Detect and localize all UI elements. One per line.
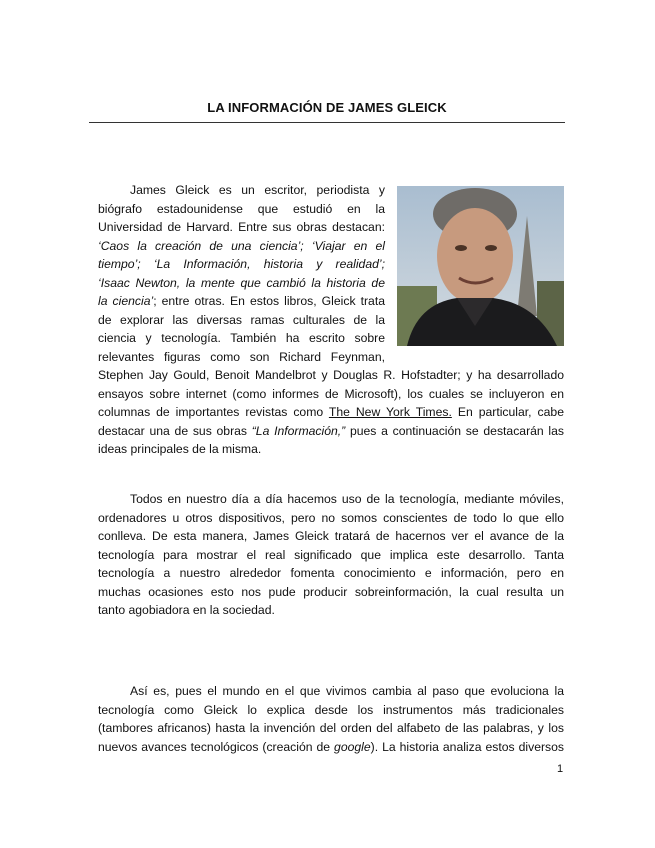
text-line: muchas ocasiones esto nos pude producir sobreinformación, la cual resulta un [98,584,564,599]
text-line: Stephen Jay Gould, Benoit Mandelbrot y Douglas R. Hofstadter; y ha desarrollado [98,368,564,382]
text-line: tanto agobiadora en la sociedad. [98,603,275,617]
text-line: destacar una de sus obras “La Información,” pues a continuación se destacarán las [98,423,564,438]
paragraph-1-wrapped [98,181,385,366]
text-line: de explorar las diversas ramas culturales de la [98,312,385,327]
text-line: tiempo’; ‘La Información, historia y realidad’; [98,257,385,271]
text-line: ‘Caos la creación de una ciencia’; ‘Viajar en el [98,238,385,253]
text-line: ordenadores u otros dispositivos, pero no somos conscientes de todo lo que ello [98,510,564,525]
author-photo [397,186,564,346]
text-line: la ciencia’; entre otras. En estos libros, Gleick trata [98,294,385,308]
paragraph-1-continued [98,366,564,459]
text-line: conlleva. De esta manera, James Gleick tratará de hacernos ver el avance de la [98,529,564,543]
text-line: Así es, pues el mundo en el que vivimos cambia al paso que evoluciona la [130,684,564,698]
text-line: ‘Isaac Newton, la mente que cambió la historia de [98,275,385,290]
document-title: LA INFORMACIÓN DE JAMES GLEICK [207,100,447,115]
text-line: James Gleick es un escritor, periodista y [130,183,385,197]
text-line: ideas principales de la misma. [98,442,262,456]
text-line: ensayos sobre internet (como informes de Microsoft), los cuales se incluyeron en [98,386,564,401]
text-line: (tambores africanos) hasta la invención del orden del alfabeto de las palabras, y los [98,721,564,735]
text-line: tecnología a nuestro alrededor fomenta conocimiento e información, pero en [98,566,564,580]
page-number: 1 [557,763,564,775]
text-line: Universidad de Harvard. Entre sus obras destacan: [98,220,385,234]
paragraph-2 [98,490,564,620]
text-line: nuevos avances tecnológicos (creación de google). La historia analiza estos diversos [98,739,564,754]
text-line: tecnología como Gleick lo explica desde los instrumentos más tradicionales [98,702,564,717]
title-underline [89,122,565,123]
text-line: ciencia y tecnología. También ha escrito sobre [98,331,385,345]
nyt-link[interactable]: The New York Times. [328,405,452,419]
text-line: relevantes figuras como son Richard Feynman, [98,349,385,364]
text-line: columnas de importantes revistas como The New York Times. En particular, cabe [98,405,564,419]
portrait-image [397,186,564,346]
text-line: tecnología para mostrar el real significado que implica este desarrollo. Tanta [98,547,564,562]
text-line: Todos en nuestro día a día hacemos uso de la tecnología, mediante móviles, [130,492,564,506]
paragraph-3 [98,682,564,756]
text-line: biógrafo estadounidense que estudió en la [98,201,385,216]
